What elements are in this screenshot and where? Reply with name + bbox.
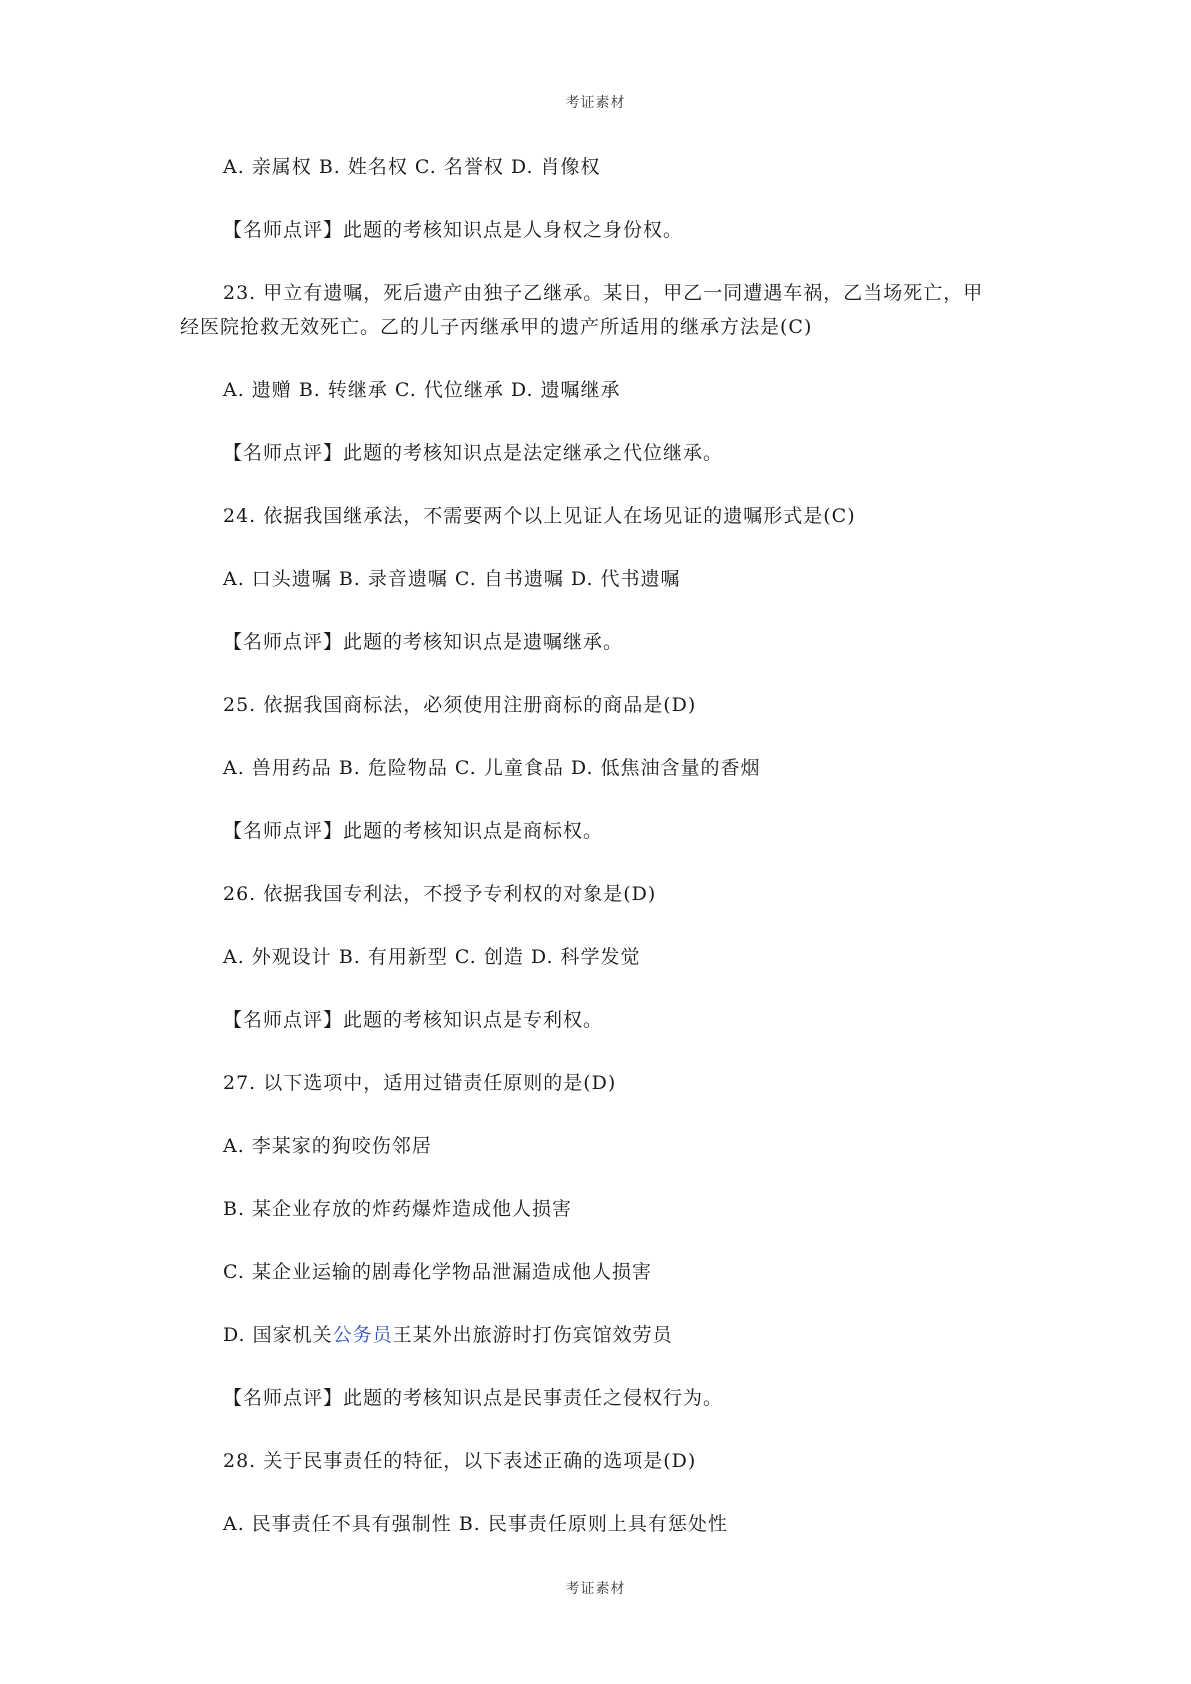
q25-stem: 25. 依据我国商标法，必须使用注册商标的商品是(D) xyxy=(223,694,697,716)
q22-comment: 【名师点评】此题的考核知识点是人身权之身份权。 xyxy=(223,219,684,241)
q27-option-a: A. 李某家的狗咬伤邻居 xyxy=(223,1135,432,1157)
q24-stem: 24. 依据我国继承法，不需要两个以上见证人在场见证的遗嘱形式是(C) xyxy=(223,505,856,527)
q27-option-d-prefix: D. 国家机关 xyxy=(223,1324,333,1346)
civil-servant-link[interactable]: 公务员 xyxy=(332,1324,393,1346)
q27-option-c: C. 某企业运输的剧毒化学物品泄漏造成他人损害 xyxy=(223,1261,652,1283)
q22-options: A. 亲属权 B. 姓名权 C. 名誉权 D. 肖像权 xyxy=(223,156,601,178)
q26-stem: 26. 依据我国专利法，不授予专利权的对象是(D) xyxy=(223,883,657,905)
q26-options: A. 外观设计 B. 有用新型 C. 创造 D. 科学发觉 xyxy=(223,946,641,968)
page-footer: 考证素材 xyxy=(565,1581,626,1597)
q25-comment: 【名师点评】此题的考核知识点是商标权。 xyxy=(223,820,604,842)
q27-stem: 27. 以下选项中，适用过错责任原则的是(D) xyxy=(223,1072,617,1094)
q23-stem-line2: 经医院抢救无效死亡。乙的儿子丙继承甲的遗产所适用的继承方法是(C) xyxy=(180,316,813,338)
q25-options: A. 兽用药品 B. 危险物品 C. 儿童食品 D. 低焦油含量的香烟 xyxy=(223,757,761,779)
q28-stem: 28. 关于民事责任的特征，以下表述正确的选项是(D) xyxy=(223,1450,697,1472)
q27-option-d-suffix: 王某外出旅游时打伤宾馆效劳员 xyxy=(392,1324,673,1346)
q27-comment: 【名师点评】此题的考核知识点是民事责任之侵权行为。 xyxy=(223,1387,724,1409)
q23-comment: 【名师点评】此题的考核知识点是法定继承之代位继承。 xyxy=(223,442,724,464)
q24-comment: 【名师点评】此题的考核知识点是遗嘱继承。 xyxy=(223,631,624,653)
q23-stem-line1: 23. 甲立有遗嘱，死后遗产由独子乙继承。某日，甲乙一同遭遇车祸，乙当场死亡，甲 xyxy=(223,282,984,304)
q23-options: A. 遗赠 B. 转继承 C. 代位继承 D. 遗嘱继承 xyxy=(223,379,621,401)
q28-options: A. 民事责任不具有强制性 B. 民事责任原则上具有惩处性 xyxy=(223,1513,728,1535)
page-header: 考证素材 xyxy=(565,95,626,111)
q26-comment: 【名师点评】此题的考核知识点是专利权。 xyxy=(223,1009,604,1031)
q27-option-b: B. 某企业存放的炸药爆炸造成他人损害 xyxy=(223,1198,573,1220)
q27-option-d xyxy=(223,1323,673,1347)
q24-options: A. 口头遗嘱 B. 录音遗嘱 C. 自书遗嘱 D. 代书遗嘱 xyxy=(223,568,681,590)
